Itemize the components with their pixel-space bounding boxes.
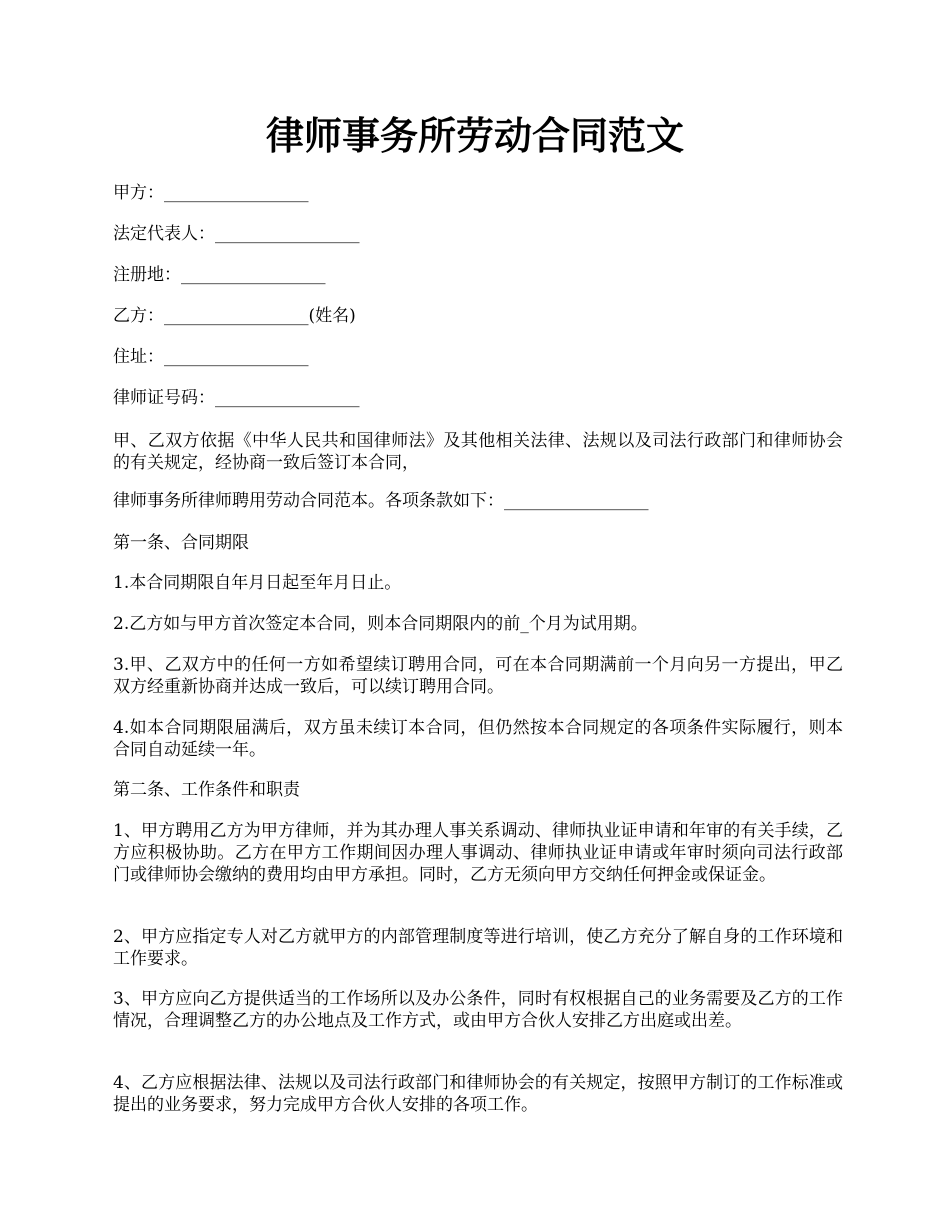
field-address: 住址：_________________ bbox=[113, 347, 309, 367]
field-party-b: 乙方：_________________(姓名) bbox=[113, 306, 356, 326]
article-2-item: 3、甲方应向乙方提供适当的工作场所以及办公条件，同时有权根据自己的业务需要及乙方的工作情况，合理调整乙方的办公地点及工作方式，或由甲方合伙人安排乙方出庭或出差。 bbox=[113, 989, 843, 1031]
field-license-number: 律师证号码：_________________ bbox=[113, 388, 360, 408]
article-1-heading: 第一条、合同期限 bbox=[113, 533, 249, 553]
article-2-item: 1、甲方聘用乙方为甲方律师，并为其办理人事关系调动、律师执业证申请和年审的有关手续，乙方应积极协助。乙方在甲方工作期间因办理人事调动、律师执业证申请或年审时须向司法行政部门或律师协会缴纳的费用均由甲方承担。同时，乙方无须向甲方交纳任何押金或保证金。 bbox=[113, 821, 843, 885]
intro-paragraph: 甲、乙双方依据《中华人民共和国律师法》及其他相关法律、法规以及司法行政部门和律师协会的有关规定，经协商一致后签订本合同， bbox=[113, 431, 843, 473]
article-1-item: 4.如本合同期限届满后，双方虽未续订本合同，但仍然按本合同规定的各项条件实际履行，则本合同自动延续一年。 bbox=[113, 718, 843, 760]
article-2-heading: 第二条、工作条件和职责 bbox=[113, 780, 300, 800]
field-party-a: 甲方：_________________ bbox=[113, 183, 309, 203]
article-1-item: 1.本合同期限自年月日起至年月日止。 bbox=[113, 573, 402, 593]
field-legal-representative: 法定代表人：_________________ bbox=[113, 224, 360, 244]
document-title: 律师事务所劳动合同范文 bbox=[265, 113, 684, 158]
intro-paragraph-2: 律师事务所律师聘用劳动合同范本。各项条款如下：_________________ bbox=[113, 491, 649, 511]
article-1-item: 3.甲、乙双方中的任何一方如希望续订聘用合同，可在本合同期满前一个月向另一方提出，甲乙双方经重新协商并达成一致后，可以续订聘用合同。 bbox=[113, 655, 843, 697]
article-2-item: 2、甲方应指定专人对乙方就甲方的内部管理制度等进行培训，使乙方充分了解自身的工作环境和工作要求。 bbox=[113, 927, 843, 969]
field-registered-address: 注册地：_________________ bbox=[113, 265, 326, 285]
article-1-item: 2.乙方如与甲方首次签定本合同，则本合同期限内的前_个月为试用期。 bbox=[113, 614, 648, 634]
article-2-item: 4、乙方应根据法律、法规以及司法行政部门和律师协会的有关规定，按照甲方制订的工作标准或提出的业务要求，努力完成甲方合伙人安排的各项工作。 bbox=[113, 1073, 843, 1115]
